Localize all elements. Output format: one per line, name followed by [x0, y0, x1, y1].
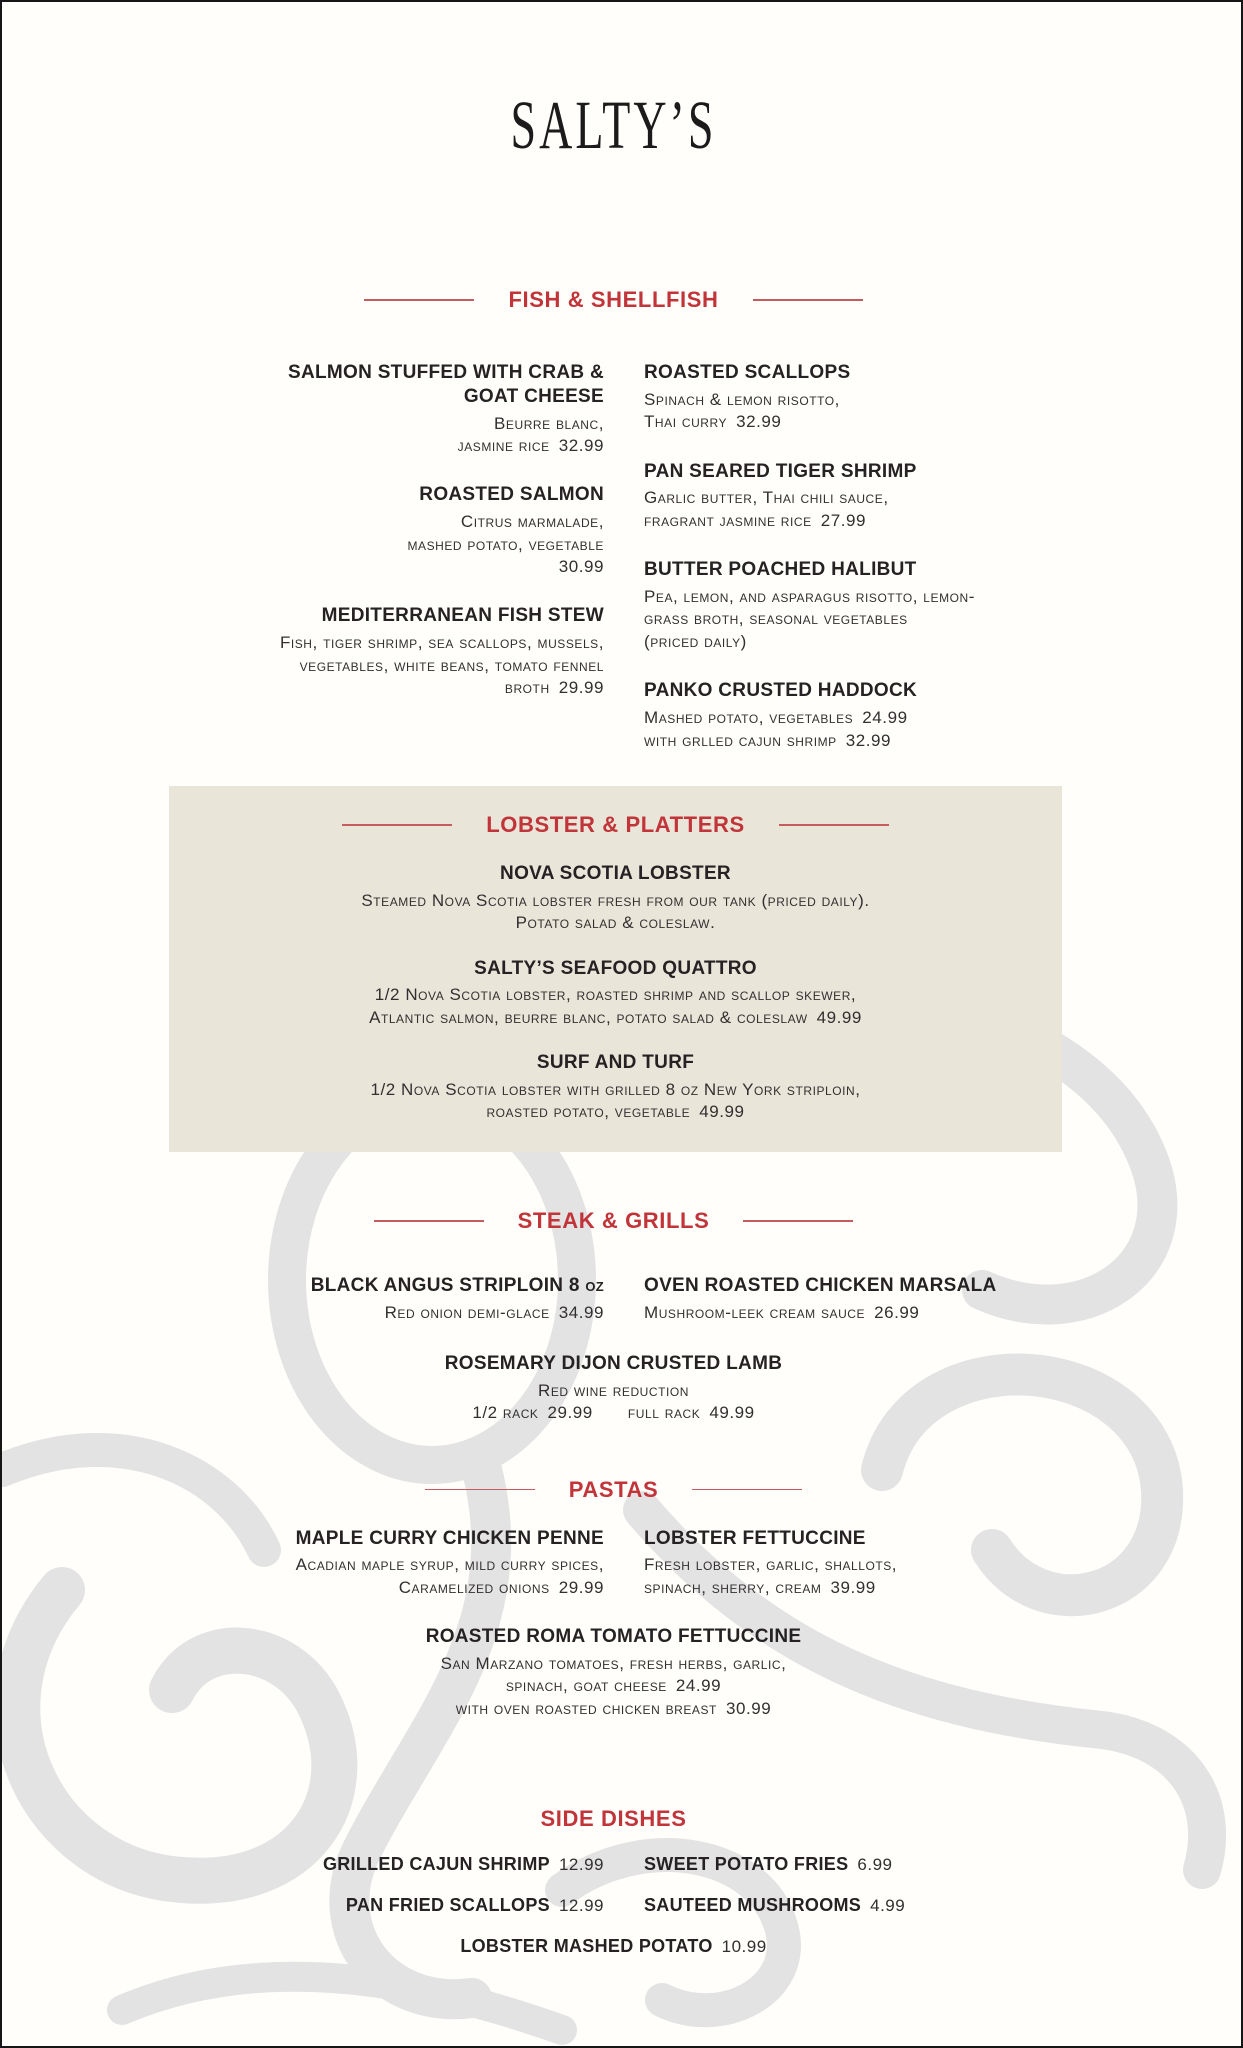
- item-name: PAN SEARED TIGER SHRIMP: [644, 460, 917, 482]
- section-fish-shellfish: [156, 287, 1071, 752]
- restaurant-name: SALTY’S: [510, 86, 717, 163]
- section-title: FISH & SHELLFISH: [508, 287, 719, 312]
- item-desc-line: with grlled cajun shrimp 32.99: [644, 730, 892, 750]
- section-heading: [169, 812, 1062, 838]
- item-desc: [644, 1554, 1072, 1599]
- section-title: PASTAS: [568, 1476, 659, 1502]
- side-dish: [156, 1895, 604, 1916]
- heading-rule-left: [425, 1489, 535, 1491]
- heading-rule-right: [692, 1489, 802, 1491]
- section-heading: [156, 1806, 1071, 1832]
- side-dish-row: [156, 1854, 1071, 1875]
- item-desc-line: Red onion demi-glace 34.99: [384, 1302, 604, 1322]
- item-desc: [644, 586, 1072, 653]
- menu-item: [156, 1527, 604, 1600]
- restaurant-logo: [156, 86, 1071, 163]
- item-desc-line: broth 29.99: [504, 678, 604, 698]
- side-dish: [156, 1854, 604, 1875]
- heading-rule-right: [753, 299, 863, 301]
- pastas-columns: [156, 1527, 1071, 1600]
- steak-right-column: [644, 1274, 1072, 1324]
- section-title: SIDE DISHES: [540, 1806, 687, 1832]
- item-name: BUTTER POACHED HALIBUT: [644, 559, 917, 581]
- item-desc: [156, 1302, 604, 1324]
- item-desc-line: jasmine rice 32.99: [457, 435, 604, 455]
- item-name: SURF AND TURF: [536, 1052, 695, 1074]
- item-desc-line: Garlic butter, Thai chili sauce,: [644, 488, 889, 508]
- fish-right-column: [644, 361, 1072, 752]
- item-desc: [156, 1380, 1071, 1425]
- menu-item: [156, 1352, 1071, 1425]
- item-desc-line: Mashed potato, vegetables 24.99: [644, 708, 908, 728]
- item-desc-line: with oven roasted chicken breast 30.99: [455, 1698, 772, 1718]
- steak-columns: [156, 1274, 1071, 1324]
- item-desc: [644, 389, 1072, 434]
- side-dish-row: [156, 1895, 1071, 1916]
- item-desc: [156, 1653, 1071, 1720]
- item-name: LOBSTER FETTUCCINE: [644, 1527, 866, 1549]
- item-name: SALMON STUFFED WITH CRAB & GOAT CHEESE: [288, 362, 604, 407]
- heading-rule-left: [364, 299, 474, 301]
- item-desc: [169, 890, 1062, 935]
- side-dish-name: GRILLED CAJUN SHRIMP: [322, 1854, 550, 1875]
- item-desc-line: Fish, tiger shrimp, sea scallops, mussels,: [279, 633, 604, 653]
- item-name: MAPLE CURRY CHICKEN PENNE: [295, 1527, 604, 1549]
- side-dish-name: SAUTEED MUSHROOMS: [644, 1895, 862, 1916]
- side-dish-price: 12.99: [558, 1896, 604, 1916]
- item-name: NOVA SCOTIA LOBSTER: [500, 862, 731, 884]
- menu-item: [644, 1527, 1072, 1600]
- item-desc-line: fragrant jasmine rice 27.99: [644, 510, 867, 530]
- section-heading: [156, 1208, 1071, 1234]
- steak-left-column: [156, 1274, 604, 1324]
- side-dish: [156, 1936, 1071, 1957]
- item-desc-line: 30.99: [558, 557, 604, 576]
- side-dish-name: SWEET POTATO FRIES: [644, 1854, 849, 1875]
- fish-columns: [156, 361, 1071, 752]
- side-dish: [644, 1854, 1072, 1875]
- item-name: OVEN ROASTED CHICKEN MARSALA: [644, 1274, 997, 1296]
- side-dish-name: PAN FRIED SCALLOPS: [345, 1895, 550, 1916]
- menu-item: [156, 483, 604, 578]
- menu-item: [169, 957, 1062, 1030]
- item-desc: [644, 707, 1072, 752]
- section-side-dishes: [156, 1806, 1071, 1957]
- side-dish-name: LOBSTER MASHED POTATO: [460, 1936, 713, 1957]
- item-desc-line: San Marzano tomatoes, fresh herbs, garlic,: [440, 1654, 787, 1673]
- item-desc-line: Red wine reduction: [538, 1380, 689, 1400]
- section-heading: [156, 287, 1071, 313]
- item-desc-line: Steamed Nova Scotia lobster fresh from our tank (priced daily).: [361, 890, 870, 910]
- item-desc: [169, 1079, 1062, 1124]
- item-desc-line: spinach, sherry, cream 39.99: [644, 1577, 876, 1597]
- pastas-left-column: [156, 1527, 604, 1600]
- item-desc-line: grass broth, seasonal vegetables: [644, 609, 908, 629]
- item-desc-line: roasted potato, vegetable 49.99: [486, 1102, 745, 1122]
- side-dish-price: 4.99: [870, 1896, 906, 1916]
- section-heading: [156, 1477, 1071, 1503]
- item-desc-line: Fresh lobster, garlic, shallots,: [644, 1555, 898, 1575]
- item-desc-line: mashed potato, vegetable: [407, 534, 604, 554]
- item-desc: [156, 511, 604, 578]
- item-name: SALTY’S SEAFOOD QUATTRO: [474, 957, 757, 979]
- heading-rule-left: [374, 1220, 484, 1222]
- item-desc: [644, 1302, 1072, 1324]
- menu-item: [156, 1625, 1071, 1720]
- item-desc-line: Beurre blanc,: [494, 413, 604, 433]
- section-steak-grills: [156, 1208, 1071, 1425]
- item-name: BLACK ANGUS STRIPLOIN 8 oz: [310, 1274, 604, 1296]
- menu-item: [644, 1274, 1072, 1324]
- heading-rule-left: [342, 824, 452, 826]
- menu-item: [156, 1274, 604, 1324]
- side-dish-price: 10.99: [721, 1937, 767, 1957]
- item-desc-line: (priced daily): [644, 631, 747, 651]
- menu-item: [644, 679, 1072, 752]
- menu-item: [644, 460, 1072, 533]
- item-desc-line: Pea, lemon, and asparagus risotto, lemon-: [644, 587, 975, 606]
- item-name: ROASTED ROMA TOMATO FETTUCCINE: [425, 1626, 802, 1648]
- menu-item: [156, 604, 604, 699]
- item-desc-line: Acadian maple syrup, mild curry spices,: [295, 1555, 604, 1575]
- fish-left-column: [156, 361, 604, 752]
- item-name: ROASTED SCALLOPS: [644, 362, 851, 383]
- heading-rule-right: [743, 1220, 853, 1222]
- menu-item: [644, 361, 1072, 434]
- menu-item: [169, 1051, 1062, 1124]
- section-lobster-platters: [169, 786, 1062, 1152]
- item-desc-line: Thai curry 32.99: [644, 412, 782, 432]
- item-desc: [169, 984, 1062, 1029]
- section-title: LOBSTER & PLATTERS: [486, 811, 745, 837]
- item-desc-line: vegetables, white beans, tomato fennel: [299, 655, 604, 675]
- item-desc-line: Spinach & lemon risotto,: [644, 389, 840, 409]
- menu-item: [644, 558, 1072, 653]
- item-name: ROSEMARY DIJON CRUSTED LAMB: [444, 1353, 783, 1374]
- item-desc-line: Caramelized onions 29.99: [398, 1577, 604, 1597]
- menu-item: [169, 862, 1062, 935]
- side-dish-price: 12.99: [558, 1855, 604, 1875]
- item-desc-line: spinach, goat cheese 24.99: [505, 1676, 722, 1696]
- item-desc-line: Citrus marmalade,: [460, 512, 604, 532]
- menu-content: [156, 86, 1071, 1957]
- side-dish: [644, 1895, 1072, 1916]
- item-name: ROASTED SALMON: [419, 484, 604, 506]
- item-desc-line: Mushroom-leek cream sauce 26.99: [644, 1302, 920, 1322]
- item-name: PANKO CRUSTED HADDOCK: [644, 680, 918, 702]
- side-dish-price: 6.99: [857, 1855, 893, 1875]
- item-desc: [156, 1554, 604, 1599]
- menu-item: [156, 361, 604, 457]
- section-pastas: [156, 1477, 1071, 1721]
- section-title: STEAK & GRILLS: [517, 1207, 710, 1233]
- item-desc: [156, 632, 604, 699]
- pastas-right-column: [644, 1527, 1072, 1600]
- item-desc-line: Potato salad & coleslaw.: [515, 913, 716, 933]
- item-desc-line: Atlantic salmon, beurre blanc, potato salad & coleslaw 49.99: [369, 1007, 862, 1027]
- item-desc-line: 1/2 Nova Scotia lobster, roasted shrimp and scallop skewer,: [374, 985, 857, 1005]
- item-desc-line: 1/2 rack 29.99 full rack 49.99: [472, 1403, 755, 1423]
- item-desc-line: 1/2 Nova Scotia lobster with grilled 8 oz New York striploin,: [370, 1079, 861, 1099]
- item-desc: [156, 413, 604, 458]
- heading-rule-right: [779, 824, 889, 826]
- item-desc: [644, 487, 1072, 532]
- item-name: MEDITERRANEAN FISH STEW: [321, 605, 604, 627]
